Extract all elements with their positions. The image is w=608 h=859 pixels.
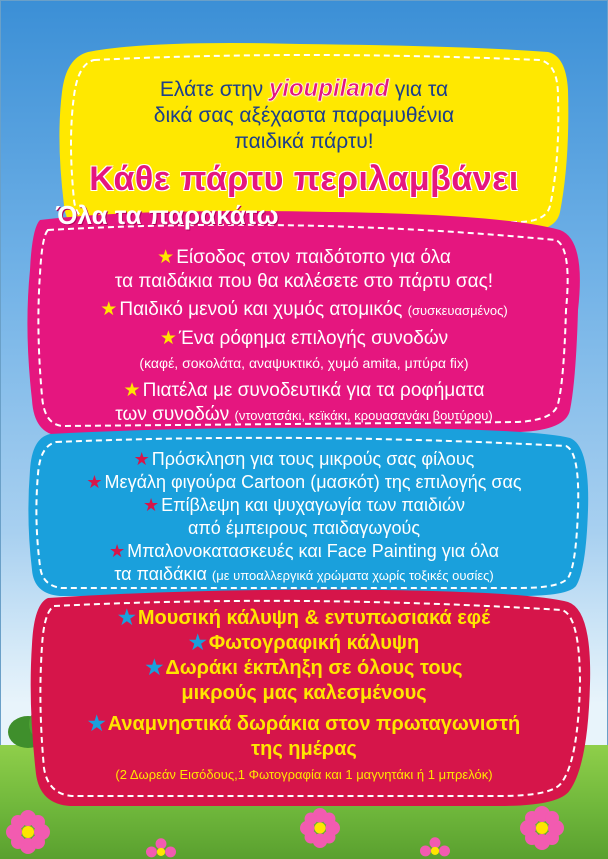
star-icon: ★ xyxy=(86,472,103,492)
list-item-text: Μεγάλη φιγούρα Cartoon (μασκότ) της επιλογής σας xyxy=(104,472,522,492)
list-item-note: (καφέ, σοκολάτα, αναψυκτικό, χυμό amita, μπύρα fix) xyxy=(139,355,469,371)
list-item-text: Πιατέλα με συνοδευτικά για τα ροφήματα xyxy=(142,380,485,401)
intro-before-brand: Ελάτε στην xyxy=(159,78,264,101)
flower-decoration xyxy=(420,836,450,859)
list-item xyxy=(0,494,608,517)
star-icon: ★ xyxy=(108,541,126,561)
list-item-continued xyxy=(0,563,608,587)
star-icon: ★ xyxy=(142,495,160,515)
list-item-note: (με υποαλλεργικά χρώματα χωρίς τοξικές ουσίες) xyxy=(211,568,494,583)
list-item-note: (συσκευασμένος) xyxy=(407,303,508,318)
red-list xyxy=(0,606,608,787)
intro-line-1 xyxy=(0,76,608,103)
list-item-note: (2 Δωρεάν Εισόδους,1 Φωτογραφία και 1 μαγνητάκι ή 1 μπρελόκ) xyxy=(115,767,493,782)
list-item-note: (ντονατσάκι, κεϊκάκι, κρουασανάκι βουτύρου) xyxy=(234,408,493,423)
list-item xyxy=(0,712,608,737)
list-item-continued-text: τα παιδάκια xyxy=(114,564,207,584)
list-item-text: Μπαλονοκατασκευές και Face Painting για όλα xyxy=(127,541,500,561)
intro-after-brand: για τα xyxy=(394,78,449,101)
intro-line-2: δικά σας αξέχαστα παραμυθένια xyxy=(153,104,455,127)
list-item xyxy=(0,606,608,631)
list-item-continued: τα παιδάκια που θα καλέσετε στο πάρτυ σας! xyxy=(114,271,494,292)
pink-subtitle: Όλα τα παρακάτω xyxy=(56,200,279,230)
intro-line-3: παιδικά πάρτυ! xyxy=(234,130,374,153)
star-icon: ★ xyxy=(100,299,118,320)
list-item xyxy=(0,631,608,656)
list-item-continued: της ημέρας xyxy=(251,738,357,760)
list-item xyxy=(0,448,608,471)
list-item-continued-text: των συνοδών xyxy=(115,404,230,425)
star-icon: ★ xyxy=(159,328,177,349)
star-icon: ★ xyxy=(133,449,150,469)
list-item-text: Αναμνηστικά δωράκια στον πρωταγωνιστή xyxy=(107,713,521,735)
star-icon: ★ xyxy=(188,632,207,654)
flower-decoration xyxy=(6,810,50,854)
flower-decoration xyxy=(300,808,340,848)
list-item xyxy=(0,327,608,351)
list-item-text: Πρόσκληση για τους μικρούς σας φίλους xyxy=(151,449,475,469)
list-item-continued: από έμπειρους παιδαγωγούς xyxy=(187,518,421,538)
blue-list xyxy=(0,448,608,587)
list-item xyxy=(0,656,608,681)
pink-list xyxy=(0,246,608,428)
page-title: Κάθε πάρτυ περιλαμβάνει xyxy=(89,160,519,198)
list-item-continued xyxy=(0,403,608,428)
list-item-text: Φωτογραφική κάλυψη xyxy=(208,632,420,654)
star-icon: ★ xyxy=(87,713,106,735)
list-item xyxy=(0,246,608,270)
list-item xyxy=(0,471,608,494)
star-icon: ★ xyxy=(157,247,175,268)
list-item-text: Μουσική κάλυψη & εντυπωσιακά εφέ xyxy=(137,607,491,629)
list-item-text: Δωράκι έκπληξη σε όλους τους xyxy=(165,657,463,679)
list-item xyxy=(0,540,608,563)
list-item xyxy=(0,298,608,323)
flower-decoration xyxy=(146,838,176,859)
list-item xyxy=(0,379,608,403)
star-icon: ★ xyxy=(117,607,136,629)
star-icon: ★ xyxy=(145,657,164,679)
list-item-text: Ένα ρόφημα επιλογής συνοδών xyxy=(178,328,449,349)
intro-text xyxy=(0,76,608,155)
list-item-continued: μικρούς μας καλεσμένους xyxy=(181,682,427,704)
list-item-text: Επίβλεψη και ψυχαγωγία των παιδιών xyxy=(161,495,466,515)
star-icon: ★ xyxy=(123,380,141,401)
list-item-text: Είσοδος στον παιδότοπο για όλα xyxy=(176,247,451,268)
brand-logo: yioupiland xyxy=(268,75,389,102)
list-item-text: Παιδικό μενού και χυμός ατομικός xyxy=(119,299,403,320)
